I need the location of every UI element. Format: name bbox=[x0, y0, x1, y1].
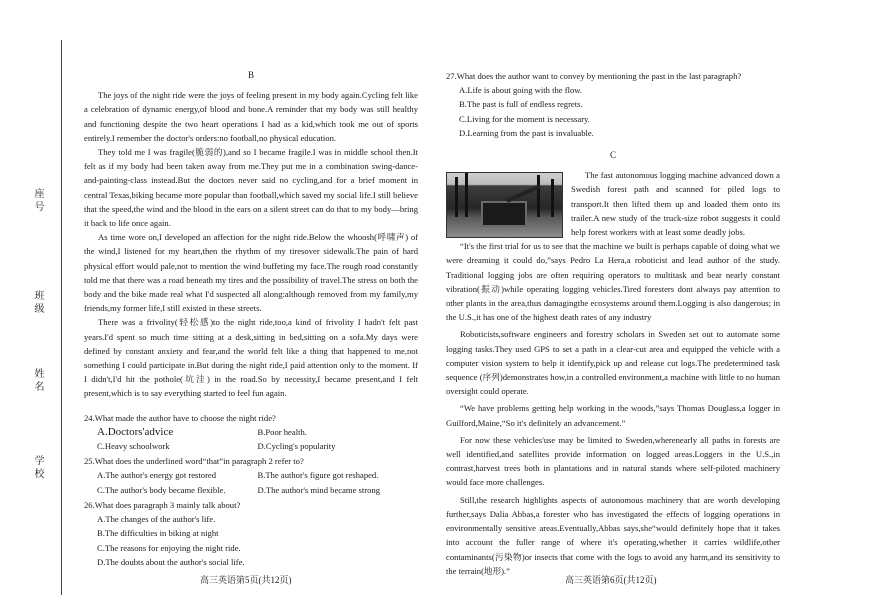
passage-b-paragraph-4: There was a frivolity(轻松感)to the night ride,too,a kind of frivolity I hadn't felt past years.I'd spent so much time sitting at a desk,sitting in bed,sitting on a sofa.My days were defined by constant anxiety and fear,and the world felt like a thing that happened to me,not something I could participate in.But during the night ride,I paid attention only to the moment. If I didn't,I'd hit the pothole(坑洼) in the road.So by necessity,I became present,and I felt present,which is to say everything started to feel fun again. bbox=[84, 317, 418, 399]
question-25-option-a: A.The author's energy got restored bbox=[97, 470, 217, 481]
question-26-option-c: C.The reasons for enjoying the night ride. bbox=[97, 542, 241, 553]
question-25-option-c: C.The author's body became flexible. bbox=[97, 484, 226, 495]
seat-number-label: 座号 bbox=[34, 189, 45, 213]
class-label: 班级 bbox=[34, 291, 45, 315]
footer-page-5: 高三英语第5页(共12页) bbox=[200, 575, 292, 585]
question-25-stem: 25.What does the underlined word“that”in paragraph 2 refer to? bbox=[84, 456, 304, 467]
question-27-option-c: C.Living for the moment is necessary. bbox=[459, 113, 590, 124]
question-25 bbox=[84, 454, 418, 497]
section-b-title: B bbox=[247, 70, 254, 80]
passage-b-paragraph-2: They told me I was fragile(脆弱的),and so I became fragile.I was in middle school then.It felt as if my body had been taken away from me.They put me in a combination swing-dance-and-painting-class instead.But the doctors never said no cycling,and for a brief moment in central Texas,biking became more popular than football,which saved my social life.I still believe that the speed,the wind and the blood in the ears on a silent street can do that to my body—bring it back to life once again. bbox=[84, 147, 418, 229]
question-24-stem: 24.What made the author have to choose the night ride? bbox=[84, 412, 276, 423]
question-27 bbox=[446, 69, 780, 140]
question-27-option-b: B.The past is full of endless regrets. bbox=[459, 99, 583, 110]
passage-b-paragraph-3: As time wore on,I developed an affection for the night ride.Below the whoosh(呼啸声) of the wind,I listened for my heart,then the rhythm of my tiresover sidewalk.The pain of hard physical effort would pale,not to mention the wind buffeting my face.The rough road constantly told me that there was a road beneath my tires and the possibility of travel.The stress on both the body and the bike made real what I'd suspected all along:although removed from my family,my friends,my former life,I still existed in these streets. bbox=[84, 232, 418, 314]
right-page-column bbox=[446, 68, 780, 578]
question-27-stem: 27.What does the author want to convey by mentioning the past in the last paragraph? bbox=[446, 71, 742, 81]
left-page-column bbox=[84, 68, 418, 569]
passage-c-paragraph-4: “We have problems getting help working in the woods,”says Thomas Douglass,a logger in Guilford,Maine,“So it's definitely an advancement.” bbox=[446, 403, 780, 428]
question-26-option-a: A.The changes of the author's life. bbox=[97, 514, 216, 525]
passage-c-paragraph-6: Still,the research highlights aspects of autonomous machinery that are worth developing further,says Dalia Abbas,a forester who has investigated the effects of logging operations in environmentally sensitive areas.Eventually,Abbas says,she“would definitely hope that it takes into account the fuller range of where it's operating,whether it carries wildlife,other contaminants(污染物)or insects that come with the logs to avoid any harm,and its sensitivity to the terrain(地形).” bbox=[446, 494, 780, 576]
section-c-intro bbox=[446, 168, 780, 239]
name-label: 姓名 bbox=[34, 369, 45, 393]
passage-b-paragraph-1: The joys of the night ride were the joys of feeling present in my body again.Cycling felt like a celebration of dynamic energy,of blood and bone.A reminder that my body was still healthy and functioning despite the two heart operations I had as a kid,which took me out of sports entirely.I remember the doctor's orders:no football,no physical education. bbox=[84, 90, 418, 143]
forest-logging-photo-icon bbox=[446, 172, 563, 238]
question-25-option-d: D.The author's mind became strong bbox=[257, 484, 381, 495]
passage-c-paragraph-3: Roboticists,software engineers and forestry scholars in Sweden set out to automate some logging tasks.They used GPS to set a path in a clear-cut area and equipped the vehicle with a computer vision system to help it identify,pick up and release cut logs.The predetermined task sequence (序列)demonstrates how,in a controlled environment,a machine with little to no human oversight could operate. bbox=[446, 329, 780, 397]
question-26-stem: 26.What does paragraph 3 mainly talk about? bbox=[84, 499, 241, 510]
binding-line bbox=[61, 40, 62, 595]
question-25-option-b: B.The author's figure got reshaped. bbox=[257, 470, 379, 481]
passage-c-paragraph-5: For now these vehicles'use may be limited to Sweden,wherenearly all paths in forests are well identified,and satellites provide information on logged areas.Loggers in the U.S.,in contrast,harvest trees both in plantations and in natural stands where self-piloted machinery would face more challenges. bbox=[446, 434, 780, 488]
question-24-option-b: B.Poor health. bbox=[257, 426, 307, 437]
footer-page-6: 高三英语第6页(共12页) bbox=[565, 575, 657, 585]
question-24-option-a: A.Doctors'advice bbox=[97, 425, 174, 438]
question-26-option-d: D.The doubts about the author's social life. bbox=[97, 556, 245, 567]
question-26 bbox=[84, 498, 418, 569]
passage-c-paragraph-1: The fast autonomous logging machine advanced down a Swedish forest path and scanned for piled logs to transport.It then lifted them up and loaded them onto its trailer.A new study of the truck-size robot suggests it could help forest workers with at least some deadly jobs. bbox=[571, 170, 780, 238]
question-24-option-c: C.Heavy schoolwork bbox=[97, 441, 170, 452]
question-27-option-a: A.Life is about going with the flow. bbox=[459, 85, 583, 96]
question-24 bbox=[84, 411, 418, 454]
question-24-option-d: D.Cycling's popularity bbox=[257, 441, 336, 452]
section-c-title: C bbox=[609, 150, 616, 161]
passage-c-paragraph-2: “It's the first trial for us to see that the machine we built is perhaps capable of doing what we were dreaming it could do,”says Pedro La Hera,a roboticist and lead author of the study. Traditional logging jobs are often requiring operators to multitask and bear nearly constant vibration(振动)while operating logging vehicles.Tired foresters dont always pay attention to other plants in the area,thus damagingthe ecosystems around them.Logging is also dangerous; in the U.S.,it has one of the highest death rates of any industry bbox=[446, 241, 780, 323]
school-label: 学校 bbox=[34, 456, 45, 480]
question-26-option-b: B.The difficulties in biking at night bbox=[97, 528, 219, 539]
question-27-option-d: D.Learning from the past is invaluable. bbox=[459, 127, 594, 138]
